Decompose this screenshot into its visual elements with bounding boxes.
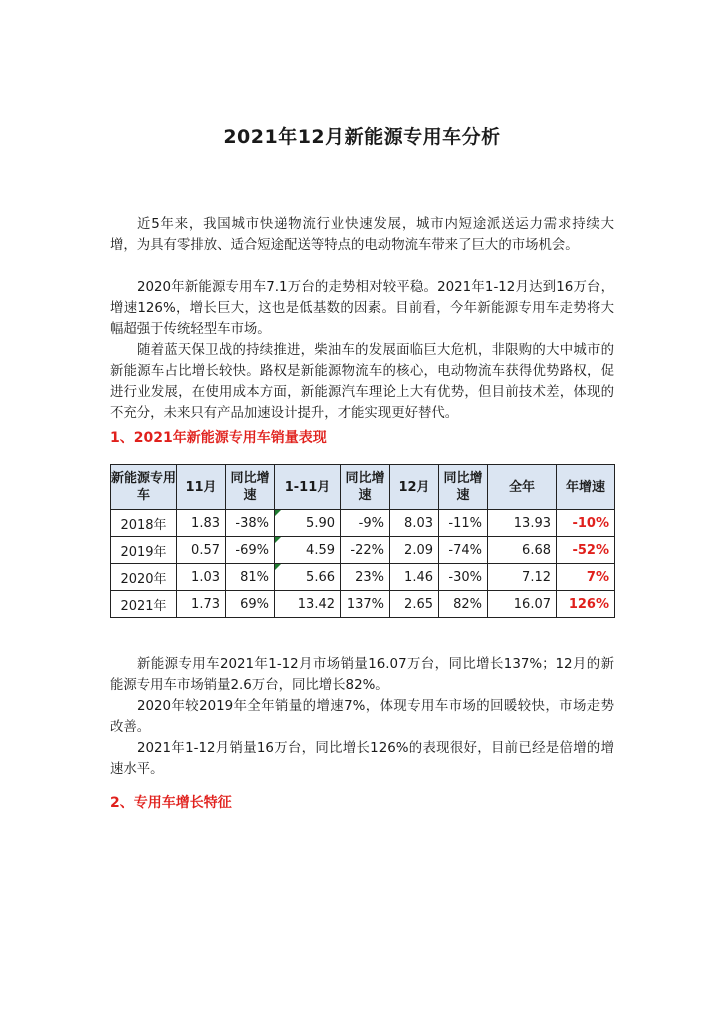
col-header-category: 新能源专用车 <box>111 465 177 510</box>
table-cell: 5.90 <box>275 510 341 537</box>
table-cell: -22% <box>341 537 390 564</box>
table-cell: 16.07 <box>488 591 557 618</box>
table-cell: 2.09 <box>390 537 439 564</box>
table-cell: -10% <box>557 510 615 537</box>
col-header-dec: 12月 <box>390 465 439 510</box>
table-cell: 126% <box>557 591 615 618</box>
table-cell: 7.12 <box>488 564 557 591</box>
table-cell: 8.03 <box>390 510 439 537</box>
table-cell: 5.66 <box>275 564 341 591</box>
analysis-paragraph-3: 2021年1-12月销量16万台，同比增长126%的表现很好，目前已经是倍增的增速水平。 <box>110 741 614 777</box>
table-cell: 1.46 <box>390 564 439 591</box>
col-header-jan-nov: 1-11月 <box>275 465 341 510</box>
col-header-full-year: 全年 <box>488 465 557 510</box>
section-heading-growth: 2、专用车增长特征 <box>110 795 232 811</box>
intro-paragraph-2: 2020年新能源专用车7.1万台的走势相对较平稳。2021年1-12月达到16万台，增速126%，增长巨大，这也是低基数的因素。目前看，今年新能源专用车走势将大幅超强于传统轻型车市场。 <box>110 280 614 337</box>
table-cell: 82% <box>439 591 488 618</box>
table-cell: -9% <box>341 510 390 537</box>
page-title: 2021年12月新能源专用车分析 <box>223 126 501 148</box>
table-cell: 2019年 <box>111 537 177 564</box>
table-cell: 1.73 <box>177 591 226 618</box>
table-cell: 2020年 <box>111 564 177 591</box>
sales-table <box>110 464 615 618</box>
intro-paragraph-1: 近5年来，我国城市快递物流行业快速发展，城市内短途派送运力需求持续大增，为具有零排放、适合短途配送等特点的电动物流车带来了巨大的市场机会。 <box>110 217 614 253</box>
table-row <box>111 537 615 564</box>
table-cell: -74% <box>439 537 488 564</box>
table-cell: -52% <box>557 537 615 564</box>
table-cell: 69% <box>226 591 275 618</box>
table-cell: 0.57 <box>177 537 226 564</box>
intro-paragraph-3: 随着蓝天保卫战的持续推进，柴油车的发展面临巨大危机，非限购的大中城市的新能源车占比增长较快。路权是新能源物流车的核心，电动物流车获得优势路权，促进行业发展，在使用成本方面，新能源汽车理论上大有优势，但目前技术差，体现的不充分，未来只有产品加速设计提升，才能实现更好替代。 <box>110 343 614 421</box>
col-header-nov: 11月 <box>177 465 226 510</box>
table-cell: -11% <box>439 510 488 537</box>
table-cell: 23% <box>341 564 390 591</box>
table-header-row <box>111 465 615 510</box>
col-header-annual-growth: 年增速 <box>557 465 615 510</box>
table-cell: 4.59 <box>275 537 341 564</box>
analysis-paragraph-2: 2020年较2019年全年销量的增速7%，体现专用车市场的回暖较快，市场走势改善。 <box>110 699 614 735</box>
analysis-paragraph-1: 新能源专用车2021年1-12月市场销量16.07万台，同比增长137%；12月的新能源专用车市场销量2.6万台，同比增长82%。 <box>110 657 614 693</box>
col-header-dec-yoy: 同比增速 <box>439 465 488 510</box>
table-cell: 2021年 <box>111 591 177 618</box>
table-cell: -30% <box>439 564 488 591</box>
table-row <box>111 591 615 618</box>
table-cell: 81% <box>226 564 275 591</box>
table-cell: 1.03 <box>177 564 226 591</box>
table-cell: 137% <box>341 591 390 618</box>
col-header-nov-yoy: 同比增速 <box>226 465 275 510</box>
table-cell: 6.68 <box>488 537 557 564</box>
table-cell: -38% <box>226 510 275 537</box>
section-heading-sales: 1、2021年新能源专用车销量表现 <box>110 430 327 446</box>
table-cell: 2018年 <box>111 510 177 537</box>
table-cell: -69% <box>226 537 275 564</box>
table-row <box>111 510 615 537</box>
table-row <box>111 564 615 591</box>
table-cell: 7% <box>557 564 615 591</box>
table-cell: 13.93 <box>488 510 557 537</box>
table-cell: 2.65 <box>390 591 439 618</box>
table-cell: 13.42 <box>275 591 341 618</box>
col-header-jan-nov-yoy: 同比增速 <box>341 465 390 510</box>
table-cell: 1.83 <box>177 510 226 537</box>
